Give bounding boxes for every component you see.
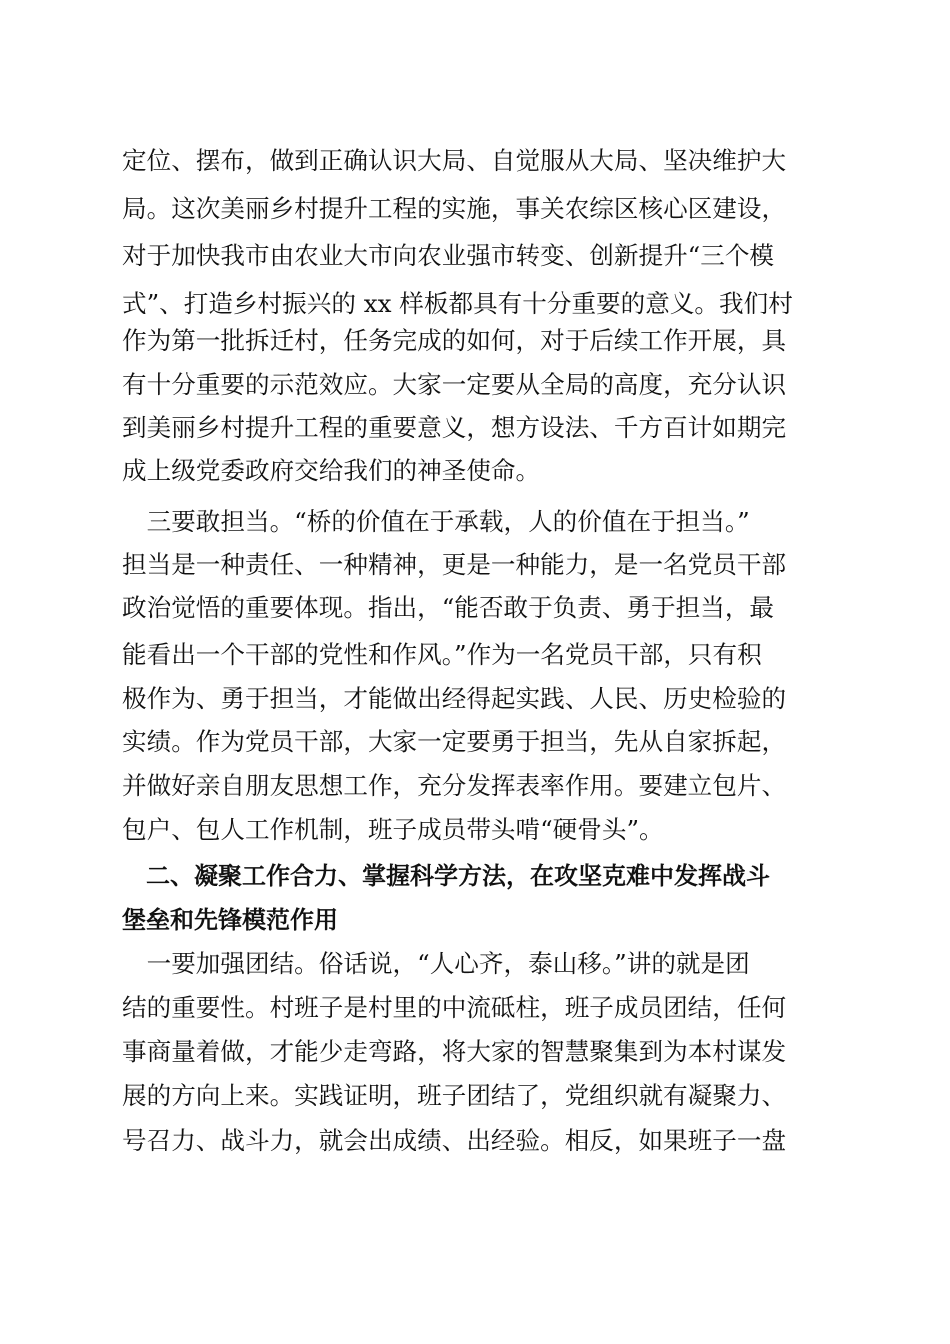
text-line: 担当是一种责任、一种精神，更是一种能力，是一名党员干部 bbox=[122, 550, 787, 579]
text-line: 成上级党委政府交给我们的神圣使命。 bbox=[122, 456, 541, 485]
text-line: 到美丽乡村提升工程的重要意义，想方设法、千方百计如期完 bbox=[122, 413, 787, 442]
text-line: 号召力、战斗力，就会出成绩、出经验。相反，如果班子一盘 bbox=[122, 1126, 787, 1155]
text-line: 作为第一批拆迁村，任务完成的如何，对于后续工作开展，具 bbox=[122, 326, 787, 355]
text-line: 一要加强团结。俗话说，“人心齐，泰山移。”讲的就是团 bbox=[122, 949, 750, 978]
text-line: 有十分重要的示范效应。大家一定要从全局的高度，充分认识 bbox=[122, 370, 787, 399]
text-line: 结的重要性。村班子是村里的中流砥柱，班子成员团结，任何 bbox=[122, 993, 787, 1022]
text-line: 事商量着做，才能少走弯路，将大家的智慧聚集到为本村谋发 bbox=[122, 1037, 787, 1066]
section-heading-line: 二、凝聚工作合力、掌握科学方法，在攻坚克难中发挥战斗 bbox=[122, 862, 770, 890]
text-line: 实绩。作为党员干部，大家一定要勇于担当，先从自家拆起， bbox=[122, 727, 787, 756]
text-line: 政治觉悟的重要体现。指出，“能否敢于负责、勇于担当，最 bbox=[122, 593, 775, 622]
text-line: 定位、摆布，做到正确认识大局、自觉服从大局、坚决维护大 bbox=[122, 146, 787, 175]
text-line: 局。这次美丽乡村提升工程的实施，事关农综区核心区建设， bbox=[122, 194, 787, 223]
text-line: 对于加快我市由农业大市向农业强市转变、创新提升“三个模 bbox=[122, 241, 775, 270]
text-line: 三要敢担当。“桥的价值在于承载，人的价值在于担当。” bbox=[122, 507, 750, 536]
text-line: 包户、包人工作机制，班子成员带头啃“硬骨头”。 bbox=[122, 815, 664, 844]
text-line: 式”、打造乡村振兴的 xx 样板都具有十分重要的意义。我们村 bbox=[122, 289, 793, 318]
text-line: 展的方向上来。实践证明，班子团结了，党组织就有凝聚力、 bbox=[122, 1081, 787, 1110]
section-heading-line: 堡垒和先锋模范作用 bbox=[122, 906, 338, 934]
text-line: 并做好亲自朋友思想工作，充分发挥表率作用。要建立包片、 bbox=[122, 771, 787, 800]
text-line: 能看出一个干部的党性和作风。”作为一名党员干部，只有积 bbox=[122, 640, 762, 669]
text-line: 极作为、勇于担当，才能做出经得起实践、人民、历史检验的 bbox=[122, 684, 787, 713]
